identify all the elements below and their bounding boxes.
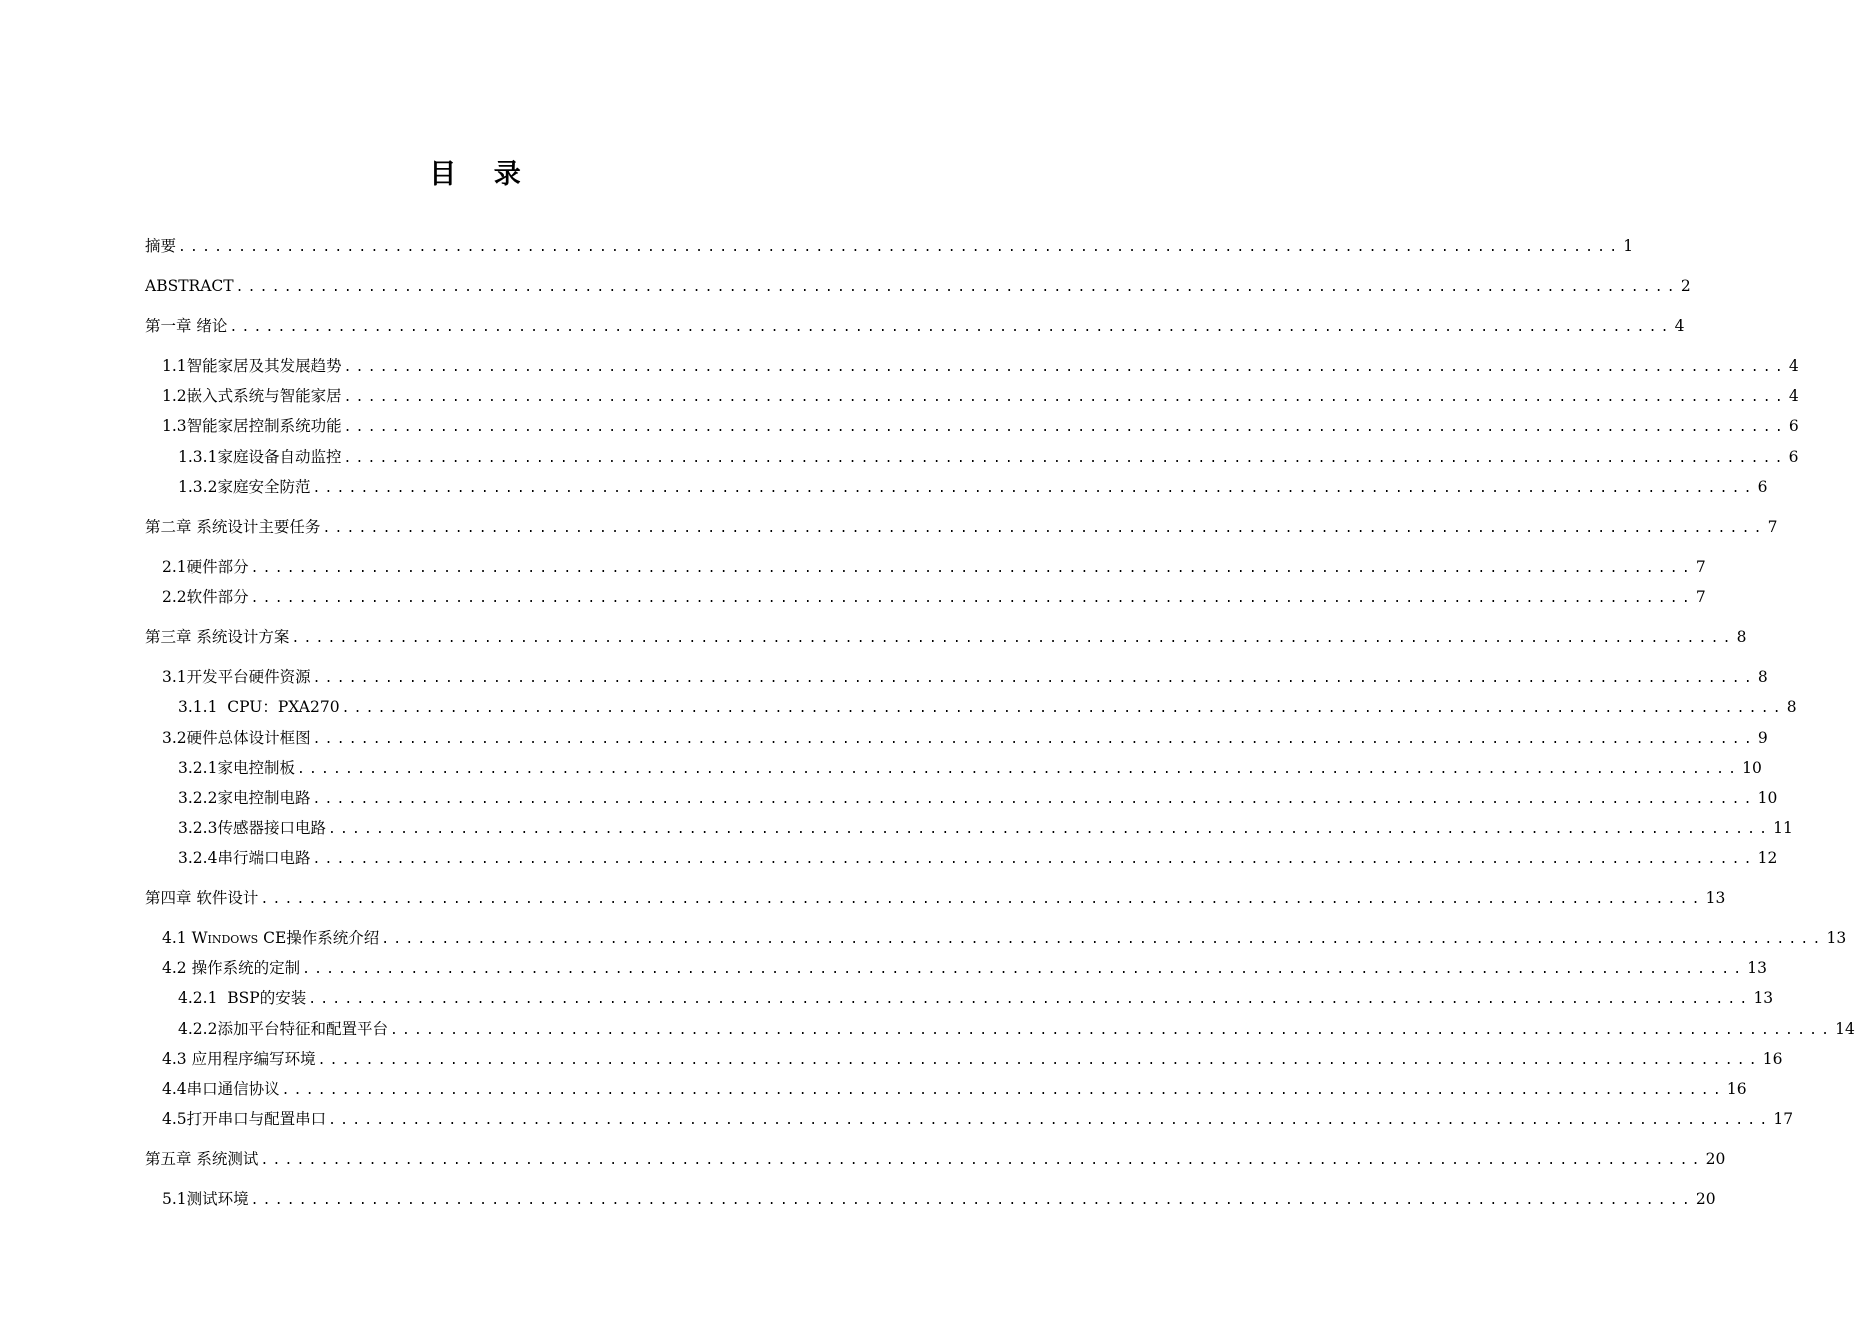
toc-entry[interactable] [162,957,1768,979]
toc-entry-label: 3.2.3传感器接口电路 [178,819,326,837]
toc-entry-label: 1.2嵌入式系统与智能家居 [162,387,342,405]
toc-entry-page: 2 [1680,277,1691,295]
toc-entry-label: 4.2.1 BSP的安装 [178,989,307,1007]
toc-entry[interactable] [145,626,1747,648]
toc-entry-page: 6 [1788,448,1799,466]
toc-entry-page: 13 [1705,889,1726,907]
toc-leader-dots: ........................................................................................................................ [343,390,1787,405]
toc-leader-dots: ........................................................................................................................ [328,1113,1772,1128]
toc-entry[interactable] [178,476,1768,498]
toc-entry-label: 4.1 Windows CE操作系统介绍 [162,929,380,947]
toc-entry[interactable] [162,556,1706,578]
toc-leader-dots: ........................................................................................................................ [312,792,1756,807]
toc-entry-label: 3.1开发平台硬件资源 [162,668,311,686]
toc-entry-page: 6 [1757,478,1768,496]
toc-entry[interactable] [178,1018,1855,1040]
toc-entry[interactable] [162,1188,1716,1210]
toc-leader-dots: ........................................................................................................................ [327,822,1772,837]
toc-entry-page: 1 [1623,237,1634,255]
toc-leader-dots: ........................................................................................................................ [312,732,1756,747]
toc-entry-page: 4 [1788,387,1799,405]
toc-leader-dots: ........................................................................................................................ [235,280,1679,295]
toc-entry[interactable] [145,887,1726,909]
toc-entry-label: 第二章 系统设计主要任务 [145,518,321,536]
toc-entry[interactable] [178,987,1774,1009]
toc-entry-label: 3.2.1家电控制板 [178,759,295,777]
toc-entry-label: ABSTRACT [145,277,234,295]
toc-entry-label: 4.3 应用程序编写环境 [162,1050,316,1068]
toc-entry[interactable] [145,315,1685,337]
toc-leader-dots: ........................................................................................................................ [281,1083,1725,1098]
toc-leader-dots: ........................................................................................................................ [343,360,1787,375]
toc-entry[interactable] [178,787,1778,809]
toc-entry-label: 第五章 系统测试 [145,1150,259,1168]
toc-entry-label: 1.3.1家庭设备自动监控 [178,448,342,466]
toc-entry-page: 13 [1826,929,1847,947]
toc-entry-label: 第三章 系统设计方案 [145,628,290,646]
toc-entry-page: 13 [1747,959,1768,977]
toc-entry-page: 16 [1726,1080,1747,1098]
toc-leader-dots: ........................................................................................................................ [302,962,1746,977]
toc-entry[interactable] [178,757,1762,779]
toc-entry-page: 8 [1786,698,1797,716]
toc-entry-label: 第一章 绪论 [145,317,228,335]
toc-entry-page: 16 [1762,1050,1783,1068]
toc-entry-page: 17 [1773,1110,1794,1128]
toc-entry-page: 10 [1742,759,1762,777]
toc-entry-label: 1.1智能家居及其发展趋势 [162,357,342,375]
toc-leader-dots: ........................................................................................................................ [312,671,1756,686]
toc-leader-dots: ........................................................................................................................ [229,320,1673,335]
toc-entry[interactable] [145,275,1691,297]
toc-leader-dots: ........................................................................................................................ [260,1153,1704,1168]
toc-entry[interactable] [162,1108,1794,1130]
toc-entry-page: 7 [1695,588,1706,606]
toc-leader-dots: ........................................................................................................................ [322,521,1766,536]
toc-leader-dots: ........................................................................................................................ [381,932,1825,947]
toc-entry-label: 3.1.1 CPU：PXA270 [178,698,340,716]
toc-entry[interactable] [162,927,1847,949]
toc-entry-label: 3.2.4串行端口电路 [178,849,311,867]
toc-entry[interactable] [162,666,1768,688]
toc-entry-page: 4 [1674,317,1685,335]
toc-entry[interactable] [178,817,1793,839]
toc-entry[interactable] [178,696,1797,718]
toc-entry[interactable] [162,415,1799,437]
toc-entry[interactable] [162,1048,1783,1070]
toc-entry-label: 4.2 操作系统的定制 [162,959,301,977]
toc-entry-label: 摘要 [145,237,177,255]
toc-entry-page: 14 [1835,1020,1855,1038]
toc-entry-label: 1.3.2家庭安全防范 [178,478,311,496]
toc-entry[interactable] [145,1148,1726,1170]
toc-leader-dots: ........................................................................................................................ [260,892,1704,907]
toc-entry-label: 4.4串口通信协议 [162,1080,280,1098]
toc-entry-page: 6 [1788,417,1799,435]
toc-entry-page: 7 [1767,518,1778,536]
toc-entry[interactable] [145,235,1634,257]
toc-entry[interactable] [162,586,1706,608]
toc-entry-page: 20 [1695,1190,1716,1208]
toc-entry-page: 9 [1757,729,1768,747]
toc-entry[interactable] [178,847,1778,869]
toc-leader-dots: ........................................................................................................................ [389,1023,1834,1038]
toc-leader-dots: ........................................................................................................................ [341,701,1785,716]
toc-leader-dots: ........................................................................................................................ [317,1053,1761,1068]
toc-leader-dots: ........................................................................................................................ [178,240,1622,255]
toc-entry[interactable] [145,516,1778,538]
toc-entry[interactable] [178,446,1799,468]
toc-leader-dots: ........................................................................................................................ [312,852,1756,867]
toc-entry-label: 3.2硬件总体设计框图 [162,729,311,747]
toc-entry-page: 20 [1705,1150,1726,1168]
toc-entry-label: 2.1硬件部分 [162,558,249,576]
toc-leader-dots: ........................................................................................................................ [308,992,1752,1007]
toc-leader-dots: ........................................................................................................................ [250,561,1694,576]
toc-entry-label: 1.3智能家居控制系统功能 [162,417,342,435]
toc-entry-page: 7 [1695,558,1706,576]
toc-entry[interactable] [162,727,1768,749]
toc-entry-label: 第四章 软件设计 [145,889,259,907]
toc-leader-dots: ........................................................................................................................ [343,420,1787,435]
toc-leader-dots: ........................................................................................................................ [250,1193,1694,1208]
toc-entry-page: 8 [1757,668,1768,686]
toc-entry[interactable] [162,1078,1747,1100]
toc-leader-dots: ........................................................................................................................ [343,451,1787,466]
page-title: 目 录 [429,159,535,190]
toc-entry-label: 4.5打开串口与配置串口 [162,1110,327,1128]
toc-entry-page: 11 [1773,819,1793,837]
toc-entry-label: 3.2.2家电控制电路 [178,789,311,807]
toc-entry-page: 8 [1736,628,1747,646]
toc-entry-label: 5.1测试环境 [162,1190,249,1208]
toc-leader-dots: ........................................................................................................................ [296,762,1741,777]
toc-entry-label: 2.2软件部分 [162,588,249,606]
toc-entry-label: 4.2.2添加平台特征和配置平台 [178,1020,388,1038]
toc-entry[interactable] [162,385,1799,407]
toc-entry[interactable] [162,355,1799,377]
toc-leader-dots: ........................................................................................................................ [250,591,1694,606]
toc-entry-page: 10 [1757,789,1778,807]
toc-entry-page: 4 [1788,357,1799,375]
toc-leader-dots: ........................................................................................................................ [291,631,1735,646]
toc-entry-page: 13 [1753,989,1774,1007]
toc-leader-dots: ........................................................................................................................ [312,481,1756,496]
toc-entry-page: 12 [1757,849,1778,867]
